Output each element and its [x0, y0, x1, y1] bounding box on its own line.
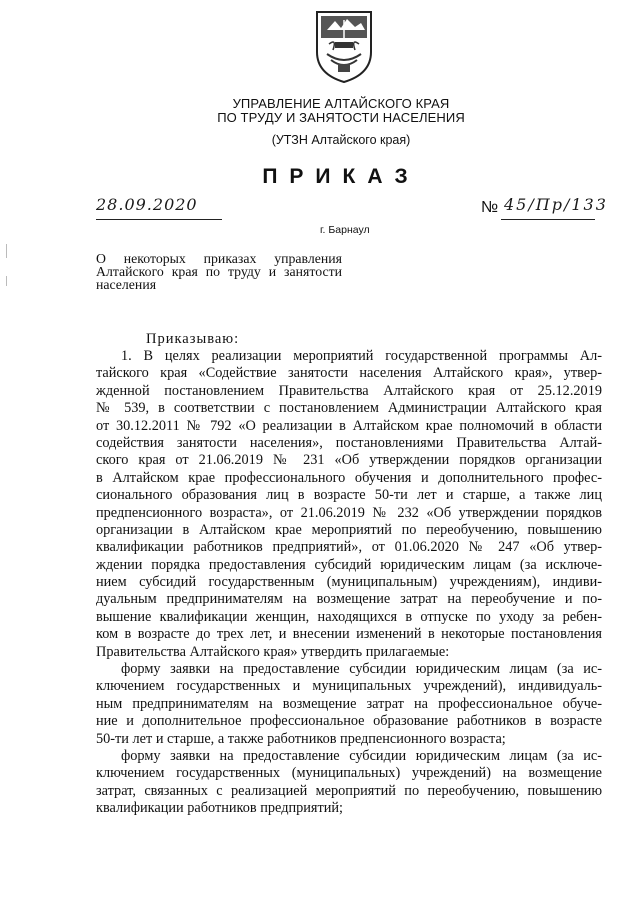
body-line: 1. В целях реализации мероприятий государственной программы Ал-	[121, 348, 602, 364]
body-line: сионального образования лиц в возрасте 50-ти лет и старше, а также лиц	[96, 487, 602, 504]
body-line: № 539, в соответствии с постановлением Администрации Алтайского края	[96, 400, 602, 417]
order-word: Приказываю:	[146, 331, 240, 347]
body-line: форму заявки на предоставление субсидии юридическим лицам (за ис-	[121, 747, 602, 764]
document-subject	[96, 252, 342, 291]
body-line: 50-ти лет и старше, а также работников предпенсионного возраста;	[96, 730, 506, 747]
organization-name-line1: УПРАВЛЕНИЕ АЛТАЙСКОГО КРАЯ	[232, 96, 450, 111]
body-line: дуальным предпринимателям на возмещение затрат на переобучение и по-	[96, 591, 602, 608]
body-line: нием субсидий государственным (муниципальным) учреждениям), индиви-	[96, 574, 602, 591]
body-line: Правительства Алтайского края» утвердить прилагаемые:	[96, 643, 450, 660]
city-name: г. Барнаул	[320, 224, 370, 236]
body-line: ключением государственных (муниципальных) учреждений) на возмещение	[96, 765, 602, 782]
body-line: от 30.12.2011 № 792 «О реализации в Алтайском крае полномочий в области	[96, 417, 602, 434]
body-line: организации в Алтайском крае мероприятий по переобучению, повышению	[96, 521, 602, 538]
document-date: 28.09.2020	[96, 195, 198, 214]
body-line: ключением государственных и муниципальных учреждений), индивидуаль-	[96, 678, 602, 695]
subject-line: Алтайского края по труду и занятости	[96, 264, 342, 279]
document-body	[96, 348, 602, 818]
body-line: ждении порядка предоставления субсидий юридическим лицам (за исключе-	[96, 556, 602, 573]
organization-abbreviation: (УТЗН Алтайского края)	[271, 133, 411, 147]
body-line: предпенсионного возраста», от 21.06.2019 № 232 «Об утверждении порядков	[96, 504, 602, 521]
body-line: жденной постановлением Правительства Алтайского края от 25.12.2019	[96, 382, 602, 399]
body-line: квалификации работников предприятий;	[96, 800, 344, 817]
scan-margin-mark	[6, 244, 7, 258]
body-line: вышение квалификации женщин, находящихся в отпуске по уходу за ребен-	[96, 608, 602, 625]
body-line: ского края от 21.06.2019 № 231 «Об утверждении порядков организации	[96, 452, 602, 469]
subject-line: О некоторых приказах управления	[96, 251, 342, 266]
body-line: тайского края «Содействие занятости населения Алтайского края», утвер-	[96, 365, 602, 382]
organization-name-line2: ПО ТРУДУ И ЗАНЯТОСТИ НАСЕЛЕНИЯ	[217, 110, 465, 125]
body-line: содействия занятости населения», постановлениями Правительства Алтай-	[96, 434, 602, 451]
body-line: затрат, связанных с реализацией мероприятий по переобучению, повышению	[96, 782, 602, 799]
body-line: форму заявки на предоставление субсидии юридическим лицам (за ис-	[121, 661, 602, 678]
body-line: ным предпринимателям на возмещение затрат на профессиональное обуче-	[96, 695, 602, 712]
document-type-title: ПРИКАЗ	[262, 165, 420, 188]
coat-of-arms-icon	[313, 8, 375, 84]
number-label: №	[481, 199, 499, 216]
subject-line: населения	[96, 277, 157, 292]
number-underline	[501, 219, 595, 220]
document-number: 45/Пр/133	[504, 195, 608, 214]
date-underline	[96, 219, 222, 220]
body-line: ние и дополнительное профессиональное образование работников в возрасте	[96, 713, 602, 730]
body-line: ком в возрасте до трех лет, и внесении изменений в некоторые постановления	[96, 626, 602, 643]
scan-margin-mark	[6, 276, 7, 286]
body-line: в Алтайском крае профессионального обучения и дополнительного профес-	[96, 469, 602, 486]
body-line: квалификации работников предприятий», от 01.06.2020 № 247 «Об утвер-	[96, 539, 602, 556]
